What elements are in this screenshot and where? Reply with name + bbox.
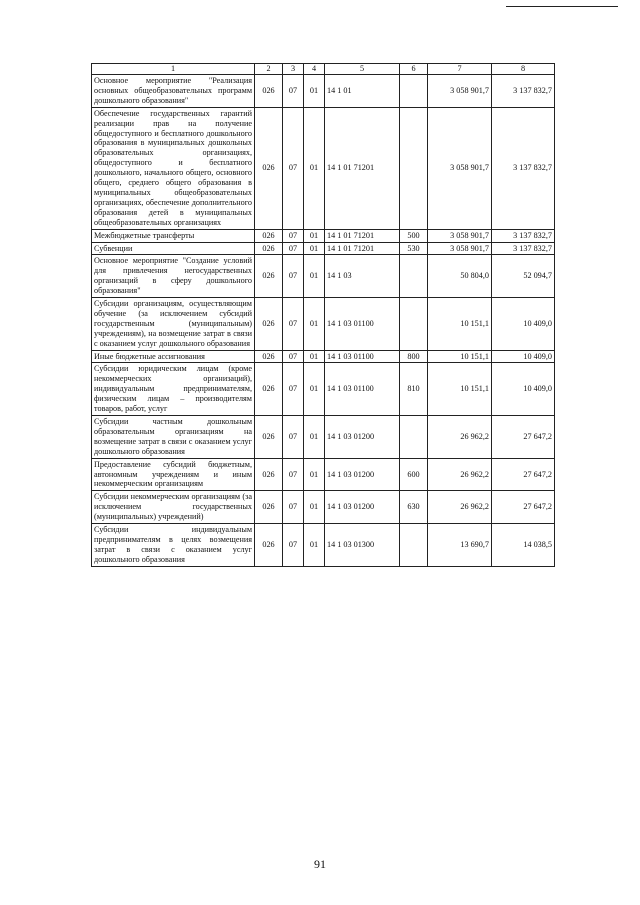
expense-type-cell: 630 xyxy=(400,491,428,524)
table-header-row xyxy=(92,64,555,75)
section-code-cell: 07 xyxy=(283,229,304,242)
row-name-cell: Субсидии частным дошкольным образовательным организациям на возмещение затрат в связи с оказанием услуг дошкольного образования xyxy=(92,416,255,459)
section-code-cell: 07 xyxy=(283,298,304,351)
table-row xyxy=(92,491,555,524)
expense-type-cell xyxy=(400,75,428,108)
row-name-cell: Субсидии некоммерческим организациям (за исключением государственных (муниципальных) учреждений) xyxy=(92,491,255,524)
row-name-cell: Субсидии юридическим лицам (кроме некоммерческих организаций), индивидуальным предпринимателям, физическим лицам – производителям товаров, работ, услуг xyxy=(92,363,255,416)
admin-code-cell: 026 xyxy=(255,524,283,567)
column-number: 6 xyxy=(400,64,428,75)
target-article-cell: 14 1 01 71201 xyxy=(325,242,400,255)
amount-year1-cell: 10 151,1 xyxy=(428,363,492,416)
admin-code-cell: 026 xyxy=(255,229,283,242)
admin-code-cell: 026 xyxy=(255,107,283,229)
amount-year2-cell: 3 137 832,7 xyxy=(492,242,555,255)
amount-year2-cell: 10 409,0 xyxy=(492,363,555,416)
section-code-cell: 07 xyxy=(283,491,304,524)
table-row xyxy=(92,416,555,459)
amount-year1-cell: 26 962,2 xyxy=(428,458,492,491)
admin-code-cell: 026 xyxy=(255,255,283,298)
admin-code-cell: 026 xyxy=(255,458,283,491)
section-code-cell: 07 xyxy=(283,255,304,298)
expense-type-cell: 600 xyxy=(400,458,428,491)
subsection-code-cell: 01 xyxy=(304,229,325,242)
row-name-cell: Субсидии индивидуальным предпринимателям в целях возмещения затрат в связи с оказанием услуг дошкольного образования xyxy=(92,524,255,567)
page-number: 91 xyxy=(314,857,326,871)
row-name-cell: Иные бюджетные ассигнования xyxy=(92,350,255,363)
subsection-code-cell: 01 xyxy=(304,255,325,298)
amount-year1-cell: 10 151,1 xyxy=(428,350,492,363)
admin-code-cell: 026 xyxy=(255,75,283,108)
subsection-code-cell: 01 xyxy=(304,363,325,416)
table-row xyxy=(92,363,555,416)
amount-year1-cell: 26 962,2 xyxy=(428,416,492,459)
subsection-code-cell: 01 xyxy=(304,416,325,459)
target-article-cell: 14 1 01 xyxy=(325,75,400,108)
column-number: 8 xyxy=(492,64,555,75)
row-name-cell: Субсидии организациям, осуществляющим обучение (за исключением субсидий государственным (муниципальным) учреждениям), на возмещение затрат в связи с оказанием услуг дошкольного образования xyxy=(92,298,255,351)
table-row xyxy=(92,242,555,255)
amount-year1-cell: 3 058 901,7 xyxy=(428,107,492,229)
target-article-cell: 14 1 03 01200 xyxy=(325,458,400,491)
column-number: 4 xyxy=(304,64,325,75)
column-number: 7 xyxy=(428,64,492,75)
expense-type-cell: 800 xyxy=(400,350,428,363)
target-article-cell: 14 1 03 01200 xyxy=(325,416,400,459)
table-row xyxy=(92,524,555,567)
amount-year2-cell: 10 409,0 xyxy=(492,350,555,363)
amount-year1-cell: 13 690,7 xyxy=(428,524,492,567)
subsection-code-cell: 01 xyxy=(304,458,325,491)
admin-code-cell: 026 xyxy=(255,350,283,363)
amount-year1-cell: 3 058 901,7 xyxy=(428,75,492,108)
expense-type-cell: 500 xyxy=(400,229,428,242)
budget-table xyxy=(91,63,555,567)
column-number: 1 xyxy=(92,64,255,75)
section-code-cell: 07 xyxy=(283,75,304,108)
row-name-cell: Предоставление субсидий бюджетным, автономным учреждениям и иным некоммерческим организациям xyxy=(92,458,255,491)
subsection-code-cell: 01 xyxy=(304,107,325,229)
amount-year2-cell: 27 647,2 xyxy=(492,416,555,459)
row-name-cell: Обеспечение государственных гарантий реализации прав на получение общедоступного и бесплатного дошкольного образования в муниципальных дошкольных образовательных организациях, общедоступного и бесплатного дошкольного, начального общего, основного общего, среднего общего образования в муниципальных общеобразовательных организациях, обеспечение дополнительного образования детей в муниципальных общеобразовательных организациях xyxy=(92,107,255,229)
amount-year1-cell: 3 058 901,7 xyxy=(428,242,492,255)
amount-year2-cell: 52 094,7 xyxy=(492,255,555,298)
admin-code-cell: 026 xyxy=(255,242,283,255)
top-rule xyxy=(506,6,618,7)
expense-type-cell xyxy=(400,524,428,567)
target-article-cell: 14 1 03 xyxy=(325,255,400,298)
row-name-cell: Субвенции xyxy=(92,242,255,255)
expense-type-cell: 530 xyxy=(400,242,428,255)
amount-year2-cell: 3 137 832,7 xyxy=(492,75,555,108)
expense-type-cell xyxy=(400,107,428,229)
column-number: 3 xyxy=(283,64,304,75)
expense-type-cell xyxy=(400,416,428,459)
admin-code-cell: 026 xyxy=(255,416,283,459)
section-code-cell: 07 xyxy=(283,107,304,229)
subsection-code-cell: 01 xyxy=(304,491,325,524)
row-name-cell: Основное мероприятие "Реализация основных общеобразовательных программ дошкольного образования" xyxy=(92,75,255,108)
section-code-cell: 07 xyxy=(283,350,304,363)
amount-year2-cell: 14 038,5 xyxy=(492,524,555,567)
table-row xyxy=(92,107,555,229)
section-code-cell: 07 xyxy=(283,524,304,567)
section-code-cell: 07 xyxy=(283,416,304,459)
subsection-code-cell: 01 xyxy=(304,350,325,363)
amount-year1-cell: 50 804,0 xyxy=(428,255,492,298)
row-name-cell: Межбюджетные трансферты xyxy=(92,229,255,242)
amount-year2-cell: 3 137 832,7 xyxy=(492,107,555,229)
table-row xyxy=(92,298,555,351)
target-article-cell: 14 1 03 01100 xyxy=(325,350,400,363)
target-article-cell: 14 1 03 01200 xyxy=(325,491,400,524)
target-article-cell: 14 1 01 71201 xyxy=(325,229,400,242)
amount-year1-cell: 3 058 901,7 xyxy=(428,229,492,242)
subsection-code-cell: 01 xyxy=(304,524,325,567)
table-row xyxy=(92,458,555,491)
table-row xyxy=(92,75,555,108)
admin-code-cell: 026 xyxy=(255,491,283,524)
amount-year2-cell: 27 647,2 xyxy=(492,491,555,524)
target-article-cell: 14 1 01 71201 xyxy=(325,107,400,229)
expense-type-cell xyxy=(400,255,428,298)
admin-code-cell: 026 xyxy=(255,363,283,416)
admin-code-cell: 026 xyxy=(255,298,283,351)
expense-type-cell xyxy=(400,298,428,351)
section-code-cell: 07 xyxy=(283,242,304,255)
target-article-cell: 14 1 03 01300 xyxy=(325,524,400,567)
target-article-cell: 14 1 03 01100 xyxy=(325,363,400,416)
subsection-code-cell: 01 xyxy=(304,242,325,255)
column-number: 5 xyxy=(325,64,400,75)
subsection-code-cell: 01 xyxy=(304,75,325,108)
amount-year1-cell: 10 151,1 xyxy=(428,298,492,351)
target-article-cell: 14 1 03 01100 xyxy=(325,298,400,351)
table-row xyxy=(92,255,555,298)
amount-year2-cell: 10 409,0 xyxy=(492,298,555,351)
row-name-cell: Основное мероприятие "Создание условий для привлечения негосударственных организаций в сферу дошкольного образования" xyxy=(92,255,255,298)
section-code-cell: 07 xyxy=(283,363,304,416)
section-code-cell: 07 xyxy=(283,458,304,491)
subsection-code-cell: 01 xyxy=(304,298,325,351)
column-number: 2 xyxy=(255,64,283,75)
amount-year1-cell: 26 962,2 xyxy=(428,491,492,524)
amount-year2-cell: 3 137 832,7 xyxy=(492,229,555,242)
table-row xyxy=(92,350,555,363)
amount-year2-cell: 27 647,2 xyxy=(492,458,555,491)
expense-type-cell: 810 xyxy=(400,363,428,416)
table-row xyxy=(92,229,555,242)
